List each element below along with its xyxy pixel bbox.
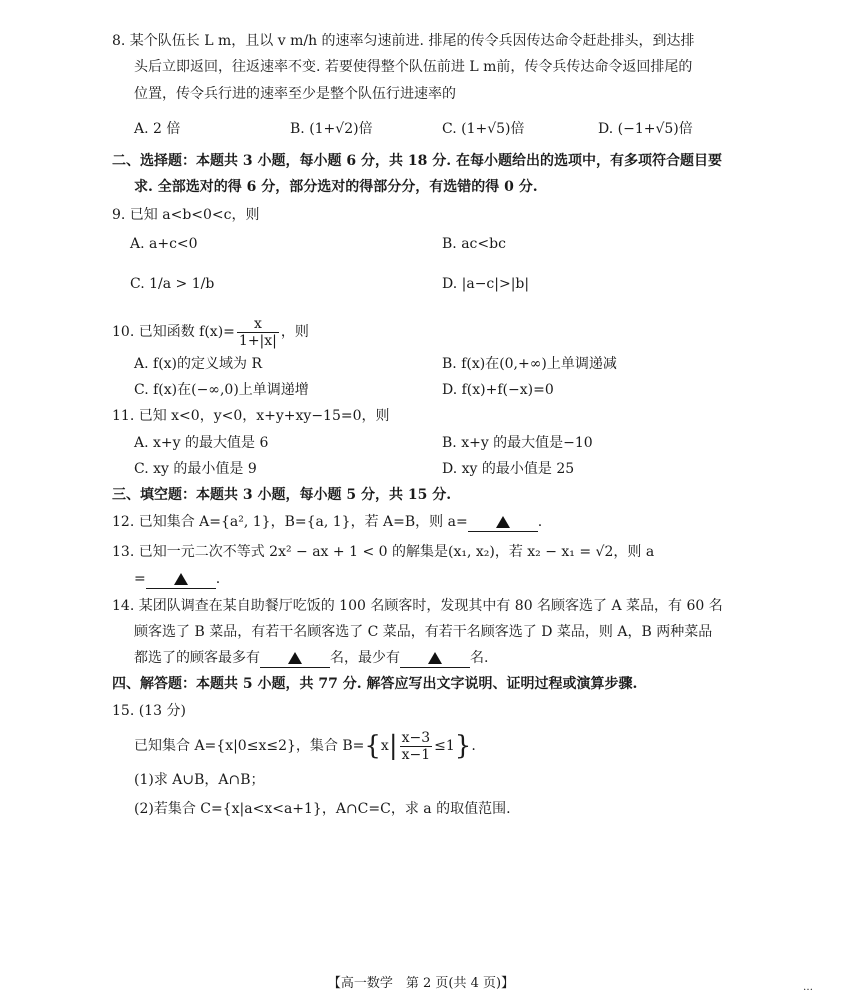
q15-right-brace: } xyxy=(454,731,472,761)
q10-fraction-denominator: 1+|x| xyxy=(238,332,277,349)
page-footer: 【高一数学 第 2 页(共 4 页)】 xyxy=(327,976,515,991)
q11-option-a: A. x+y 的最大值是 6 xyxy=(134,435,269,451)
q15-part-1: (1)求 A∪B，A∩B； xyxy=(134,772,265,788)
q14-line-3 xyxy=(134,648,488,668)
q15-stem xyxy=(134,728,476,764)
corner-mark: … xyxy=(803,982,813,993)
q14-line-3-mid: 名，最少有 xyxy=(330,650,400,666)
q10-fraction xyxy=(237,316,279,349)
q9-option-a: A. a+c<0 xyxy=(130,236,198,252)
triangle-marker-icon xyxy=(496,516,510,528)
section-4-heading: 四、解答题：本题共 5 小题，共 77 分. 解答应写出文字说明、证明过程或演算步骤. xyxy=(112,676,638,692)
q10-stem-suffix: ，则 xyxy=(280,324,309,340)
q10-option-b: B. f(x)在(0,+∞)上单调递减 xyxy=(442,356,617,372)
q13-line-2 xyxy=(134,569,220,589)
q13-line-2-suffix: . xyxy=(215,571,221,587)
q8-option-b: B. (1+√2)倍 xyxy=(290,121,373,137)
section-3-heading: 三、填空题：本题共 3 小题，每小题 5 分，共 15 分. xyxy=(112,487,452,503)
q8-option-d: D. (−1+√5)倍 xyxy=(598,121,693,137)
triangle-marker-icon xyxy=(174,573,188,585)
q12-prefix: 12. 已知集合 A={a², 1}，B={a, 1}，若 A=B，则 a= xyxy=(112,514,468,530)
q11-option-c: C. xy 的最小值是 9 xyxy=(134,461,257,477)
q14-answer-blank-min[interactable] xyxy=(400,649,470,668)
q8-line-2: 头后立即返回，往返速率不变. 若要使得整个队伍前进 L m前，传令兵传达命令返回排尾的 xyxy=(134,59,693,75)
q11-stem: 11. 已知 x<0，y<0，x+y+xy−15=0，则 xyxy=(112,408,390,424)
q13-answer-blank[interactable] xyxy=(146,570,216,589)
q15-left-brace: { xyxy=(364,731,381,761)
q15-head: 15. (13 分) xyxy=(112,703,186,719)
q14-line-3-prefix: 都选了的顾客最多有 xyxy=(134,650,260,666)
q14-answer-blank-max[interactable] xyxy=(260,649,330,668)
q15-fraction-relation: ≤1 xyxy=(434,738,455,754)
q11-option-d: D. xy 的最小值是 25 xyxy=(442,461,575,477)
q8-line-1: 8. 某个队伍长 L m，且以 v m/h 的速率匀速前进. 排尾的传令兵因传达命令赶赴排头，到达排 xyxy=(112,33,695,49)
q8-option-a: A. 2 倍 xyxy=(134,121,181,137)
section-2-heading-line-1: 二、选择题：本题共 3 小题，每小题 6 分，共 18 分. 在每小题给出的选项中，有多项符合题目要 xyxy=(112,153,722,169)
q9-option-d: D. |a−c|>|b| xyxy=(442,276,530,292)
q15-fraction-numerator: x−3 xyxy=(401,729,431,746)
q9-stem: 9. 已知 a<b<0<c，则 xyxy=(112,207,260,223)
q15-fraction-denominator: x−1 xyxy=(401,746,431,763)
triangle-marker-icon xyxy=(288,652,302,664)
section-2-heading-line-2: 求. 全部选对的得 6 分，部分选对的得部分分，有选错的得 0 分. xyxy=(134,179,538,195)
q15-part-2: (2)若集合 C={x|a<x<a+1}，A∩C=C，求 a 的取值范围. xyxy=(134,801,511,817)
q12-answer-blank[interactable] xyxy=(468,513,538,532)
q10-stem-prefix: 10. 已知函数 f(x)= xyxy=(112,324,235,340)
q13-line-2-prefix: = xyxy=(134,571,146,587)
q15-bar: | xyxy=(388,731,398,761)
q15-fraction xyxy=(400,730,433,763)
triangle-marker-icon xyxy=(428,652,442,664)
q14-line-1: 14. 某团队调查在某自助餐厅吃饭的 100 名顾客时，发现其中有 80 名顾客选了 A 菜品，有 60 名 xyxy=(112,598,723,614)
q15-stem-suffix: . xyxy=(471,738,476,754)
q12-suffix: . xyxy=(537,514,543,530)
q15-stem-prefix: 已知集合 A={x|0≤x≤2}，集合 B= xyxy=(134,738,365,754)
q15-set-variable: x xyxy=(380,738,389,754)
q13-line-1: 13. 已知一元二次不等式 2x² − ax + 1 < 0 的解集是(x₁, x₂)，若 x₂ − x₁ = √2，则 a xyxy=(112,544,655,560)
q14-line-2: 顾客选了 B 菜品，有若干名顾客选了 C 菜品，有若干名顾客选了 D 菜品，则 A，B 两种菜品 xyxy=(134,624,713,640)
q9-option-b: B. ac<bc xyxy=(442,236,506,252)
q14-line-3-suffix: 名. xyxy=(470,650,489,666)
q10-option-d: D. f(x)+f(−x)=0 xyxy=(442,382,554,398)
q9-option-c: C. 1/a > 1/b xyxy=(130,276,215,292)
q12-stem xyxy=(112,512,542,532)
q10-stem xyxy=(112,315,309,349)
q10-option-c: C. f(x)在(−∞,0)上单调递增 xyxy=(134,382,309,398)
q10-option-a: A. f(x)的定义域为 R xyxy=(134,356,263,372)
q11-option-b: B. x+y 的最大值是−10 xyxy=(442,435,593,451)
q10-fraction-numerator: x xyxy=(237,316,279,333)
q8-option-c: C. (1+√5)倍 xyxy=(442,121,525,137)
q8-line-3: 位置，传令兵行进的速率至少是整个队伍行进速率的 xyxy=(134,86,456,102)
